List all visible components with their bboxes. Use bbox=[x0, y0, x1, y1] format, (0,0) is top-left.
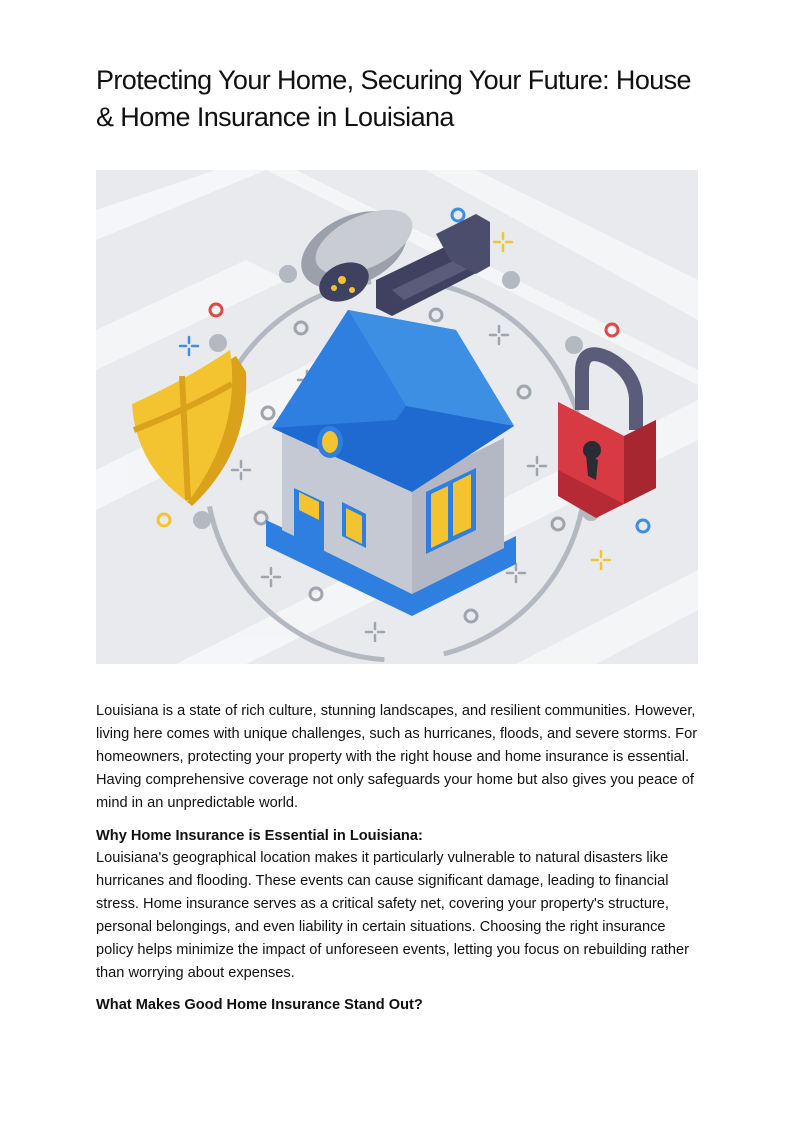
house-icon bbox=[266, 310, 516, 616]
padlock-icon bbox=[558, 354, 656, 518]
section-heading-why: Why Home Insurance is Essential in Louisiana: bbox=[96, 828, 423, 844]
section-body-why: Louisiana's geographical location makes it particularly vulnerable to natural disasters like hurricanes and flooding. These events can cause significant damage, leading to financial stress. Home insurance serves as a critical safety net, covering your property's structure, personal belongings, and even liability in certain situations. Choosing the right insurance policy helps minimize the impact of unforeseen events, letting you focus on rebuilding rather than worrying about expenses. bbox=[96, 850, 689, 981]
intro-paragraph: Louisiana is a state of rich culture, stunning landscapes, and resilient communities. However, living here comes with unique challenges, such as hurricanes, floods, and severe storms. For homeowners, protecting your property with the right house and home insurance is essential. Having comprehensive coverage not only safeguards your home but also gives you peace of mind in an unpredictable world. bbox=[96, 703, 698, 811]
hero-illustration bbox=[96, 170, 698, 664]
page-title: Protecting Your Home, Securing Your Future: House & Home Insurance in Louisiana bbox=[96, 65, 691, 132]
section-heading-what: What Makes Good Home Insurance Stand Out? bbox=[96, 997, 423, 1013]
